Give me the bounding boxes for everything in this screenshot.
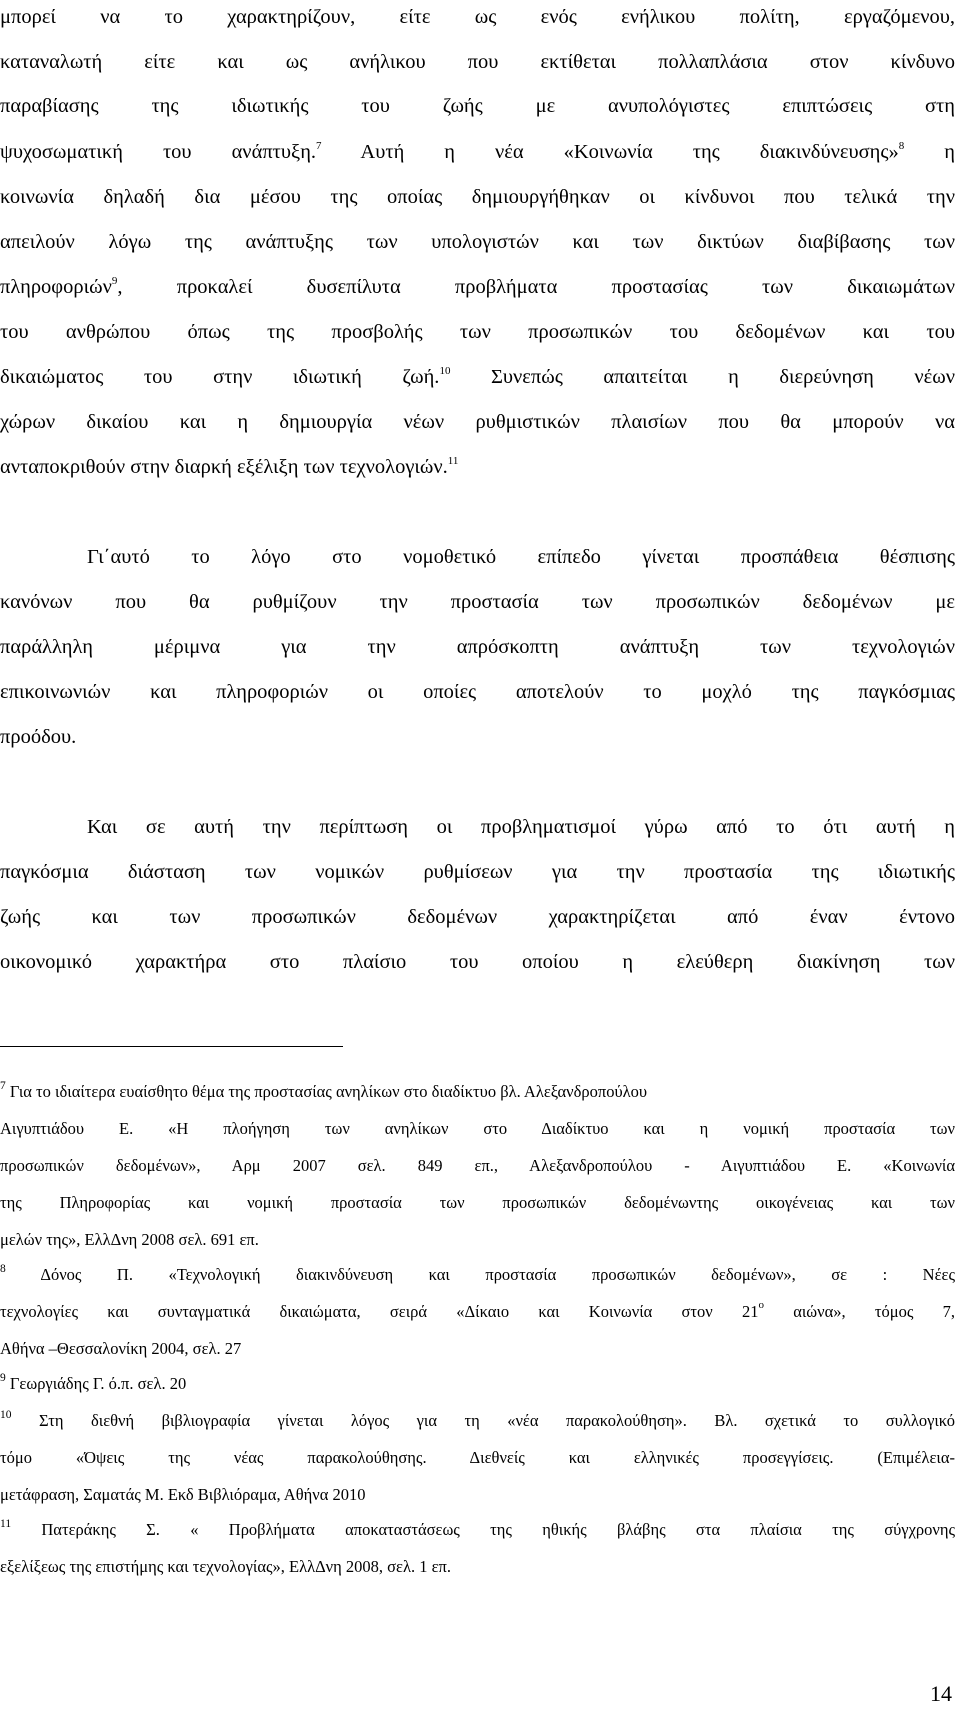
text-line: Γι΄αυτό το λόγο στο νομοθετικό επίπεδο γίνεται προσπάθεια θέσπισης <box>87 546 955 568</box>
text-line: οικονομικό χαρακτήρα στο πλαίσιο του οποίου η ελεύθερη διακίνηση των <box>0 951 955 973</box>
footnote-ref-9[interactable]: 9 <box>111 275 118 287</box>
footnote-line: της Πληροφορίας και νομική προστασία των προσωπικών δεδομένωντης οικογένειας και των <box>0 1193 955 1212</box>
footnote-text: Γεωργιάδης Γ. ό.π. σελ. 20 <box>5 1374 187 1393</box>
footnote-text: αιώνα», τόμος 7, <box>763 1302 955 1321</box>
text-run: Συνεπώς απαιτείται η διερεύνηση νέων <box>450 366 955 388</box>
text-line: μπορεί να το χαρακτηρίζουν, είτε ως ενός ενήλικου πολίτη, εργαζόμενου, <box>0 6 955 28</box>
footnote-text: Στη διεθνή βιβλιογραφία γίνεται λόγος για τη «νέα παρακολούθηση». Βλ. σχετικά το συλλογικό <box>11 1411 955 1430</box>
text-run: , προκαλεί δυσεπίλυτα προβλήματα προστασίας των δικαιωμάτων <box>117 276 955 298</box>
superscript: ο <box>758 1299 764 1311</box>
text-line: παραβίασης της ιδιωτικής του ζωής με ανυπολόγιστες επιπτώσεις στη <box>0 95 955 117</box>
text-line: προόδου. <box>0 726 77 748</box>
text-run: ψυχοσωματική του ανάπτυξη. <box>0 141 317 163</box>
footnote-number: 9 <box>0 1372 6 1384</box>
text-run: πληροφοριών <box>0 276 112 298</box>
text-line: κοινωνία δηλαδή δια μέσου της οποίας δημιουργήθηκαν οι κίνδυνοι που τελικά την <box>0 186 955 208</box>
footnote-ref-7[interactable]: 7 <box>316 140 322 152</box>
footnote-separator <box>0 1046 343 1047</box>
footnote-line: Αθήνα –Θεσσαλονίκη 2004, σελ. 27 <box>0 1339 242 1358</box>
text-line: ζωής και των προσωπικών δεδομένων χαρακτηρίζεται από έναν έντονο <box>0 906 955 928</box>
text-line <box>0 362 955 392</box>
text-line: επικοινωνιών και πληροφοριών οι οποίες αποτελούν το μοχλό της παγκόσμιας <box>0 681 955 703</box>
text-run: δικαιώματος του στην ιδιωτική ζωή. <box>0 366 440 388</box>
text-line: χώρων δικαίου και η δημιουργία νέων ρυθμιστικών πλαισίων που θα μπορούν να <box>0 411 955 433</box>
footnote-line: μετάφραση, Σαματάς Μ. Εκδ Βιβλιόραμα, Αθήνα 2010 <box>0 1485 366 1504</box>
footnote-text: Για το ιδιαίτερα ευαίσθητο θέμα της προστασίας ανηλίκων στο διαδίκτυο βλ. Αλεξανδροπούλου <box>5 1082 648 1101</box>
footnote-9 <box>0 1371 955 1397</box>
text-line: Και σε αυτή την περίπτωση οι προβληματισμοί γύρω από το ότι αυτή η <box>87 816 955 838</box>
footnote-line: τόμο «Όψεις της νέας παρακολούθησης. Διεθνείς και ελληνικές προσεγγίσεις. (Επιμέλεια- <box>0 1448 955 1467</box>
text-run: ανταποκριθούν στην διαρκή εξέλιξη των τεχνολογιών. <box>0 456 448 478</box>
footnote-text: Δόνος Π. «Τεχνολογική διακινδύνευση και προστασία προσωπικών δεδομένων», σε : Νέες <box>5 1265 955 1284</box>
page-number: 14 <box>930 1681 952 1706</box>
text-line <box>0 452 955 482</box>
footnote-7 <box>0 1079 955 1105</box>
footnote-line <box>0 1299 955 1325</box>
footnote-text: τεχνολογίες και συνταγματικά δικαιώματα, σειρά «Δίκαιο και Κοινωνία στον 21 <box>0 1302 759 1321</box>
footnote-11 <box>0 1517 955 1543</box>
footnote-line: μελών της», ΕλλΔνη 2008 σελ. 691 επ. <box>0 1230 259 1249</box>
text-run: η <box>904 141 955 163</box>
text-run: Αυτή η νέα «Κοινωνία της διακινδύνευσης» <box>321 141 899 163</box>
footnote-number: 10 <box>0 1409 12 1421</box>
text-line: κανόνων που θα ρυθμίζουν την προστασία των προσωπικών δεδομένων με <box>0 591 955 613</box>
text-line <box>0 272 955 302</box>
footnote-number: 8 <box>0 1263 6 1275</box>
footnote-line: Αιγυπτιάδου Ε. «Η πλοήγηση των ανηλίκων στο Διαδίκτυο και η νομική προστασία των <box>0 1119 955 1138</box>
text-line: καταναλωτή είτε και ως ανήλικου που εκτίθεται πολλαπλάσια στον κίνδυνο <box>0 51 955 73</box>
footnote-ref-11[interactable]: 11 <box>447 455 459 467</box>
footnote-number: 7 <box>0 1080 6 1092</box>
text-line: του ανθρώπου όπως της προσβολής των προσωπικών του δεδομένων και του <box>0 321 955 343</box>
footnote-number: 11 <box>0 1518 12 1530</box>
footnote-10 <box>0 1408 955 1434</box>
text-line: παράλληλη μέριμνα για την απρόσκοπτη ανάπτυξη των τεχνολογιών <box>0 636 955 658</box>
footnote-ref-10[interactable]: 10 <box>439 365 451 377</box>
footnote-line: προσωπικών δεδομένων», Αρμ 2007 σελ. 849 επ., Αλεξανδροπούλου - Αιγυπτιάδου Ε. «Κοινωνία <box>0 1156 955 1175</box>
footnote-line: εξελίξεως της επιστήμης και τεχνολογίας», ΕλλΔνη 2008, σελ. 1 επ. <box>0 1557 451 1576</box>
footnote-8 <box>0 1262 955 1288</box>
text-line <box>0 137 955 167</box>
text-line: απειλούν λόγω της ανάπτυξης των υπολογιστών και των δικτύων διαβίβασης των <box>0 231 955 253</box>
footnote-text: Πατεράκης Σ. « Προβλήματα αποκαταστάσεως της ηθικής βλάβης στα πλαίσια της σύγχρονης <box>11 1520 955 1539</box>
text-line: παγκόσμια διάσταση των νομικών ρυθμίσεων για την προστασία της ιδιωτικής <box>0 861 955 883</box>
footnote-ref-8[interactable]: 8 <box>898 140 905 152</box>
